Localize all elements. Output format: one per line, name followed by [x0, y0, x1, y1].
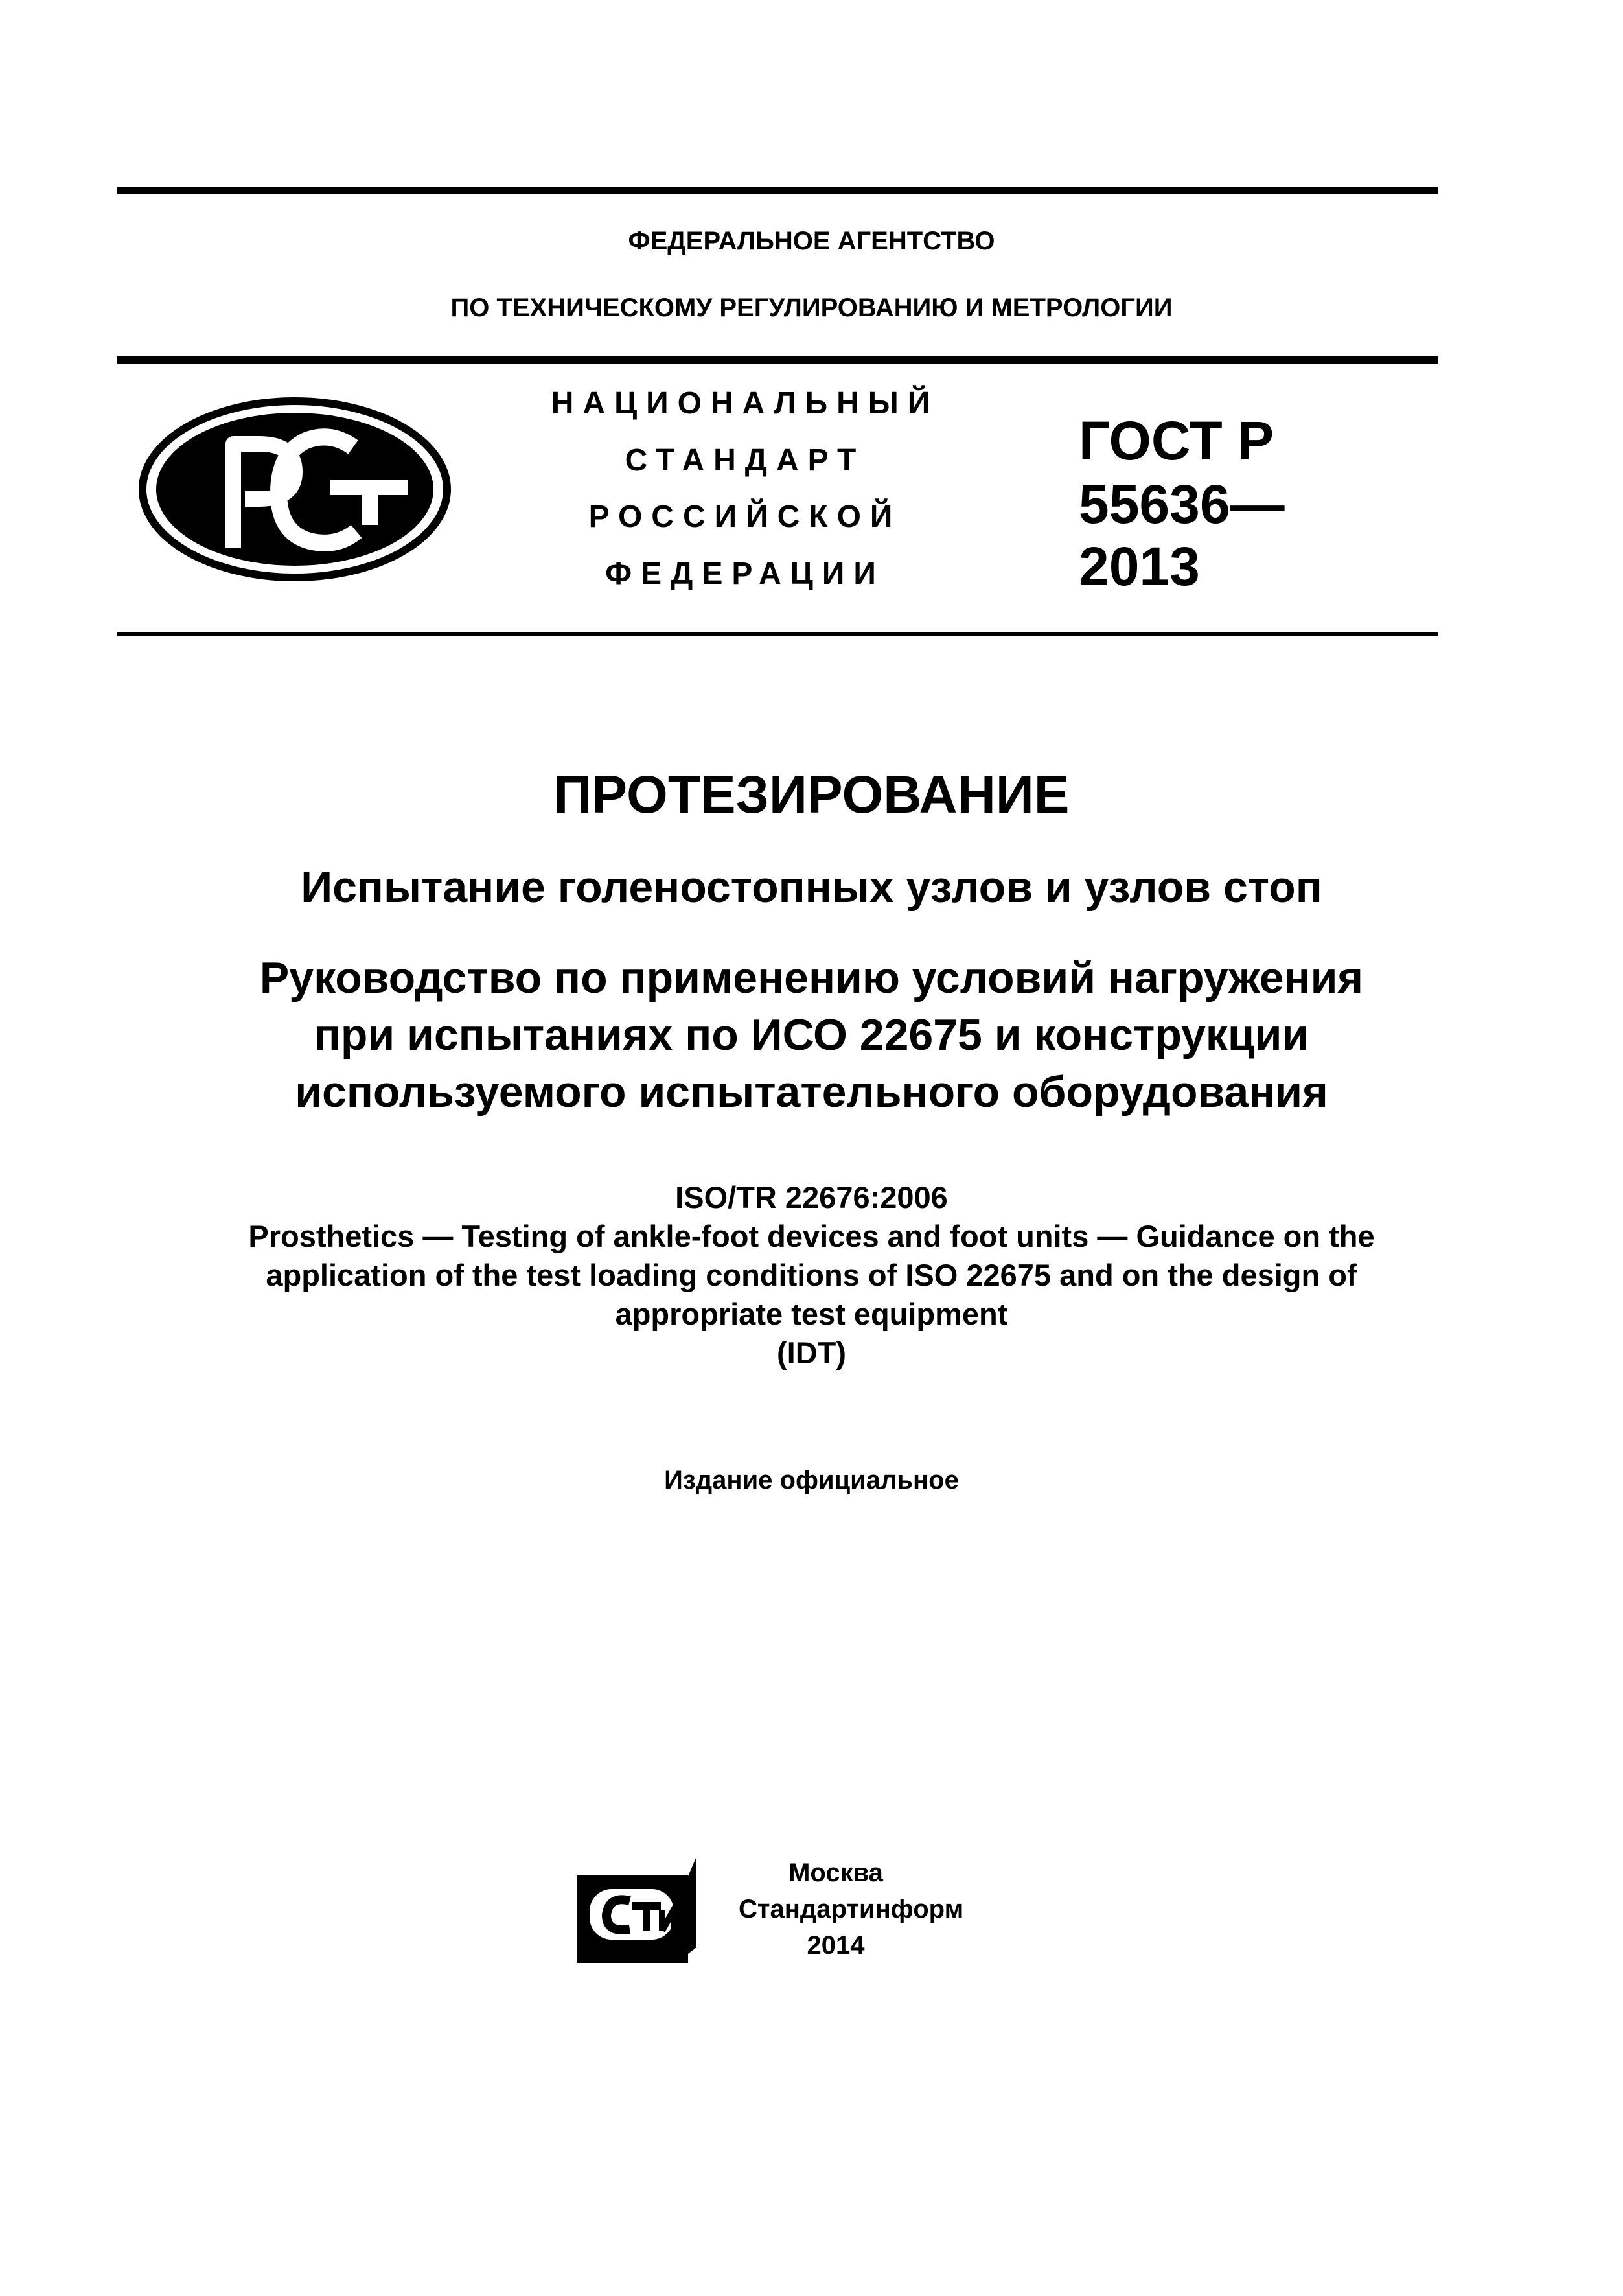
national-line-1: НАЦИОНАЛЬНЫЙ [551, 386, 939, 421]
iso-title-line-1: Prosthetics — Testing of ankle-foot devices and foot units — Guidance on the [248, 1219, 1375, 1253]
bottom-header-rule [117, 632, 1438, 636]
iso-code: ISO/TR 22676:2006 [675, 1180, 948, 1214]
designation-line-2: 55636— [1079, 474, 1285, 535]
designation-line-1: ГОСТ Р [1079, 410, 1274, 471]
publisher-year: 2014 [807, 1931, 865, 1960]
publisher-name: Стандартинформ [739, 1895, 964, 1923]
iso-idt: (IDT) [776, 1336, 846, 1370]
header-rule [117, 356, 1438, 364]
standartinform-logo-icon [570, 1850, 703, 1967]
designation-line-3: 2013 [1079, 536, 1200, 597]
subtitle-1: Испытание голеностопных узлов и узлов стоп [301, 863, 1322, 912]
top-rule [117, 187, 1438, 194]
subtitle-2-line-2: при испытаниях по ИСО 22675 и конструкции [314, 1010, 1309, 1060]
subtitle-2-line-3: используемого испытательного оборудования [295, 1067, 1328, 1117]
main-title: ПРОТЕЗИРОВАНИЕ [553, 765, 1070, 824]
agency-line-1: ФЕДЕРАЛЬНОЕ АГЕНТСТВО [628, 227, 995, 255]
iso-title-line-2: application of the test loading conditions of ISO 22675 and on the design of [266, 1258, 1357, 1292]
national-line-2: СТАНДАРТ [625, 443, 866, 478]
publisher-city: Москва [788, 1859, 883, 1887]
iso-title-line-3: appropriate test equipment [615, 1297, 1008, 1331]
edition-note: Издание официальное [664, 1466, 959, 1494]
subtitle-2-line-1: Руководство по применению условий нагружения [259, 953, 1364, 1003]
rst-logo-icon [136, 395, 454, 583]
agency-line-2: ПО ТЕХНИЧЕСКОМУ РЕГУЛИРОВАНИЮ И МЕТРОЛОГИИ [450, 294, 1173, 322]
national-line-3: РОССИЙСКОЙ [588, 500, 902, 534]
national-line-4: ФЕДЕРАЦИИ [605, 557, 885, 591]
